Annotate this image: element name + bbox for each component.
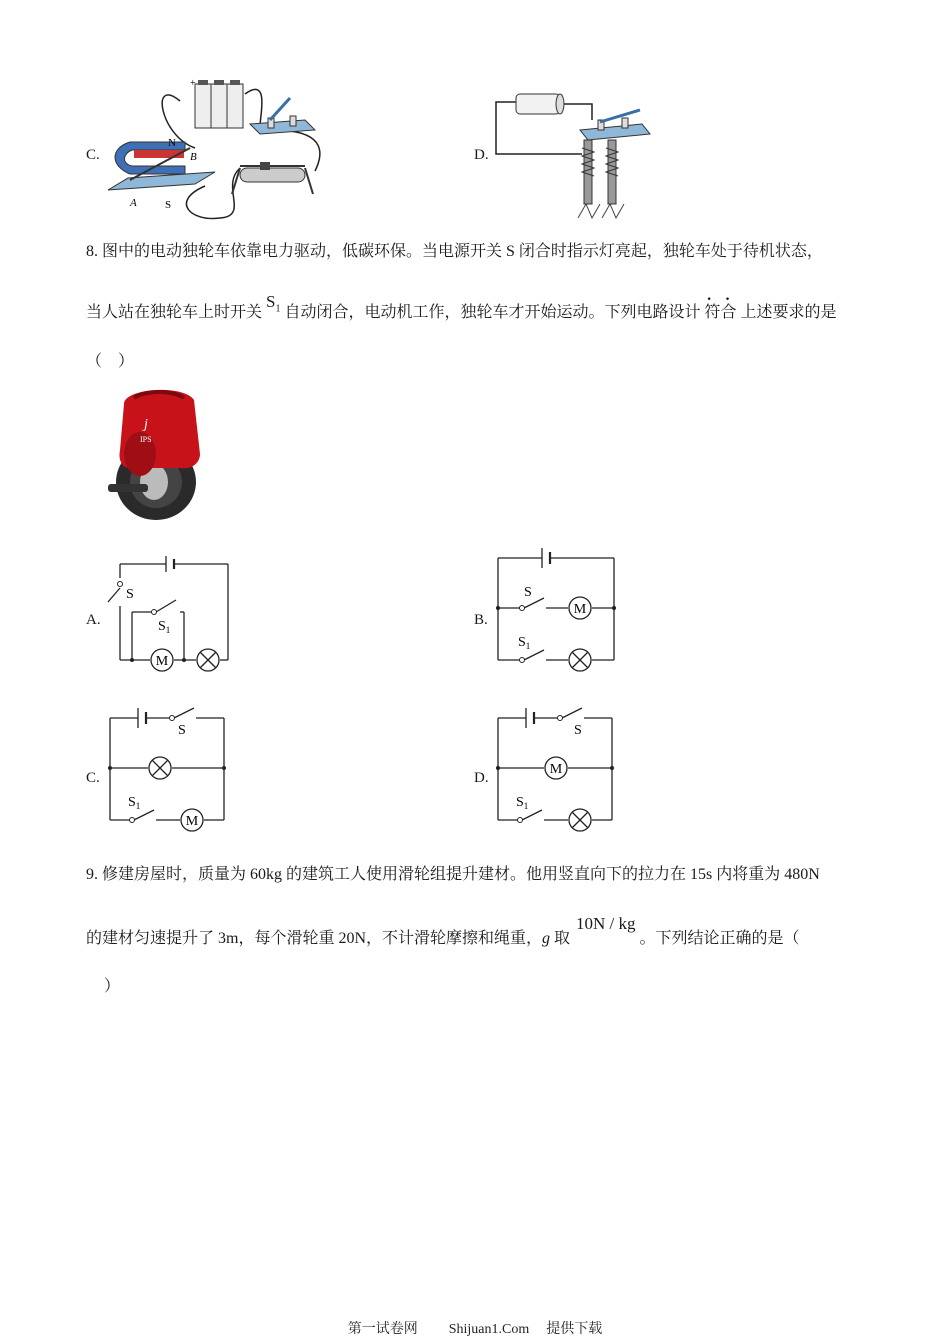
q9-stem-line2 xyxy=(86,914,800,949)
knife-switch-icon xyxy=(250,98,315,134)
motor-icon xyxy=(545,757,567,779)
svg-text:S1: $S_1$ xyxy=(516,795,529,811)
q8-option-a-label: A. xyxy=(86,612,101,628)
svg-text:IPS: IPS xyxy=(140,435,152,444)
electromagnet-icon xyxy=(578,140,624,218)
svg-text:M: M xyxy=(573,602,587,617)
svg-text:S1: $S_1$ xyxy=(158,619,171,635)
unicycle-image xyxy=(104,384,216,524)
q8-option-c-label: C. xyxy=(86,770,100,786)
svg-text:N: N xyxy=(168,137,176,149)
footer-site-cn: 第一试卷网 xyxy=(347,1322,418,1337)
footer-download: 提供下载 xyxy=(546,1322,603,1337)
q8-option-d-circuit xyxy=(488,704,622,834)
q8-line2-suffix: 上述要求的是 xyxy=(740,304,837,321)
q8-option-b-label: B. xyxy=(474,612,488,628)
q9-stem-line3: ） xyxy=(104,978,121,995)
q8-line2-mid: 自动闭合，电动机工作，独轮车才开始运动。下列电路设计 xyxy=(284,304,701,321)
svg-text:A: A xyxy=(130,197,137,209)
q9-g-value: 10N / kg xyxy=(576,914,636,933)
q8-symbol-s1: $S_1$ xyxy=(266,292,281,315)
lamp-icon xyxy=(197,649,219,671)
magnet-rails-icon xyxy=(108,142,215,190)
q8-stem-line1: 8. 图中的电动独轮车依靠电力驱动，低碳环保。当电源开关 S 闭合时指示灯亮起，独轮车处于待机状态， xyxy=(86,243,823,260)
svg-text:S: S xyxy=(178,723,186,738)
q9-stem-line1: 9. 修建房屋时，质量为 60kg 的建筑工人使用滑轮组提升建材。他用竖直向下的拉力在 15s 内将重为 480N xyxy=(86,866,820,883)
q9-line2-prefix: 的建材匀速提升了 3m，每个滑轮重 20N，不计滑轮摩擦和绳重， xyxy=(86,930,543,947)
lamp-icon xyxy=(149,757,171,779)
rheostat-icon xyxy=(232,162,313,194)
lamp-icon xyxy=(569,809,591,831)
battery-icon xyxy=(516,94,564,114)
q9-line2-suffix: 。下列结论正确的是（ xyxy=(639,930,800,947)
q8-option-c-circuit xyxy=(100,704,234,834)
q8-answer-blank: （ ） xyxy=(86,353,135,370)
svg-text:M: M xyxy=(185,814,199,829)
svg-text:M: M xyxy=(549,762,563,777)
svg-text:M: M xyxy=(155,654,169,669)
q8-line2-prefix: 当人站在独轮车上时开关 xyxy=(86,304,263,321)
svg-text:S: S xyxy=(574,723,582,738)
knife-switch-icon xyxy=(580,110,650,140)
footer-site-en: Shijuan1.Com xyxy=(448,1322,530,1337)
q7-option-c-label: C. xyxy=(86,147,100,163)
motor-icon xyxy=(181,809,203,831)
q8-emphasis-word: 符合 ·· xyxy=(704,291,744,321)
q7-option-d-figure xyxy=(492,90,662,222)
q9-take: 取 xyxy=(550,930,571,947)
svg-text:S: S xyxy=(165,199,172,211)
q8-option-b-circuit xyxy=(490,544,622,676)
svg-text:B: B xyxy=(190,151,197,163)
q8-stem-line2 xyxy=(86,291,837,329)
q7-option-c-figure xyxy=(100,76,330,222)
svg-text:+: + xyxy=(190,78,196,89)
page-footer xyxy=(0,1318,950,1338)
svg-text:j: j xyxy=(144,417,148,432)
q8-option-d-label: D. xyxy=(474,770,489,786)
svg-text:S1: $S_1$ xyxy=(128,795,141,811)
svg-text:S: S xyxy=(126,587,134,602)
q9-g-symbol: g xyxy=(542,930,551,947)
motor-icon xyxy=(569,597,591,619)
q7-option-d-label: D. xyxy=(474,147,489,163)
battery-icon xyxy=(190,78,243,128)
svg-text:S: S xyxy=(524,585,532,600)
svg-text:S1: $S_1$ xyxy=(518,635,531,651)
lamp-icon xyxy=(569,649,591,671)
q8-option-a-circuit xyxy=(100,548,240,674)
motor-icon xyxy=(151,649,173,671)
